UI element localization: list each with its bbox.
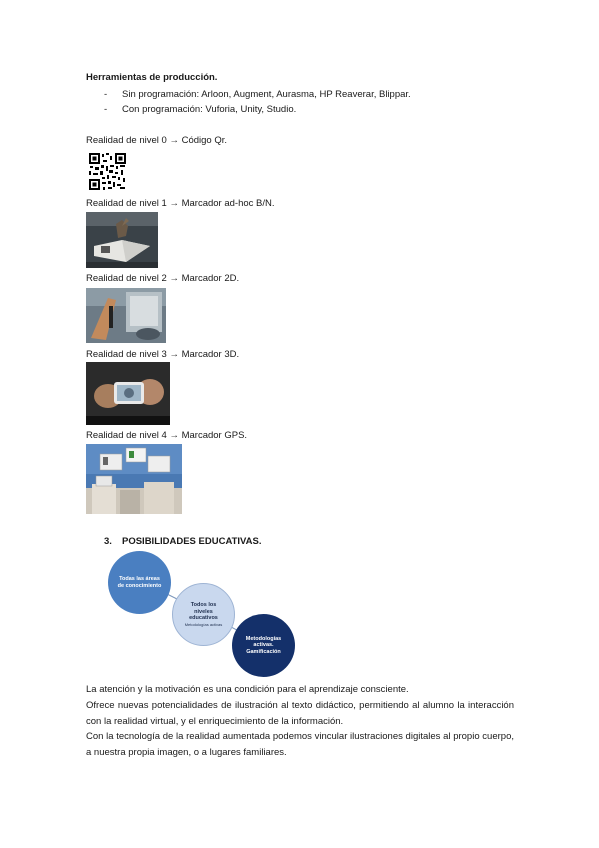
paragraph-attention: La atención y la motivación es una condición para el aprendizaje consciente. xyxy=(86,684,409,695)
level-2-label: Realidad de nivel 2 → Marcador 2D. xyxy=(86,273,240,284)
production-tools-heading: Herramientas de producción. xyxy=(86,72,218,83)
bullet-item xyxy=(0,104,599,116)
marker-2d-image xyxy=(86,288,166,343)
circle-active-methodologies xyxy=(232,614,295,677)
section-title: POSIBILIDADES EDUCATIVAS. xyxy=(122,536,262,547)
bullet-text: Sin programación: Arloon, Augment, Aurasma, HP Reaverar, Blippar. xyxy=(122,89,411,100)
bullet-dash: - xyxy=(104,89,108,100)
level-4-label: Realidad de nivel 4 → Marcador GPS. xyxy=(86,430,248,441)
circle-all-areas xyxy=(108,551,171,614)
circle-all-areas-text: Todas las áreas de conocimiento xyxy=(117,576,162,589)
bullet-item xyxy=(0,89,599,101)
circle-all-levels-text: Todos los niveles educativos xyxy=(189,602,218,622)
circle-all-levels xyxy=(172,583,235,646)
education-possibilities-diagram xyxy=(108,550,298,678)
section-number: 3. xyxy=(104,536,112,547)
paragraph-potential: Ofrece nuevas potencialidades de ilustración al texto didáctico, permitiendo al alumno la interacción con la realidad virtual, y el enriquecimiento de la información. xyxy=(86,700,514,727)
level-0-label: Realidad de nivel 0 → Código Qr. xyxy=(86,135,227,146)
circle-active-methodologies-text: Metodologías activas. Gamificación xyxy=(245,635,282,655)
ar-book-image xyxy=(86,212,158,268)
circle-all-levels-subtext: Metodologías activas xyxy=(184,621,223,627)
marker-3d-image xyxy=(86,362,170,425)
bullet-dash: - xyxy=(104,104,108,115)
marker-gps-image xyxy=(86,444,182,514)
bullet-text: Con programación: Vuforia, Unity, Studio. xyxy=(122,104,297,115)
qr-code-image xyxy=(88,152,127,191)
level-1-label: Realidad de nivel 1 → Marcador ad-hoc B/N. xyxy=(86,198,275,209)
paragraph-technology: Con la tecnología de la realidad aumentada podemos vincular ilustraciones digitales al propio cuerpo, a nuestra propia imagen, o a lugares familiares. xyxy=(86,731,514,758)
level-3-label: Realidad de nivel 3 → Marcador 3D. xyxy=(86,349,240,360)
